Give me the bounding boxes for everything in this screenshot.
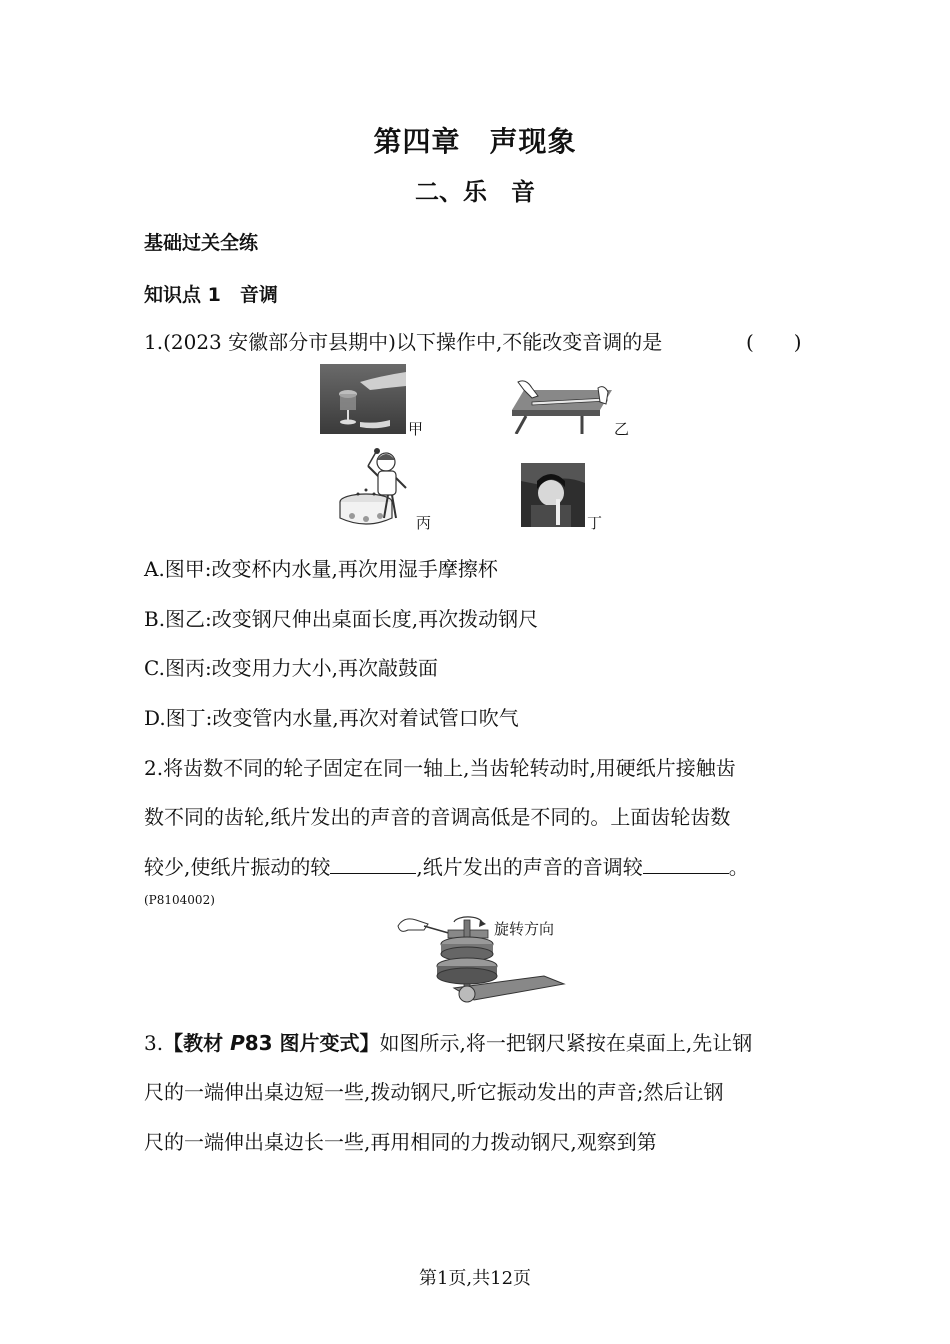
knowledge-point-heading: 知识点 1 音调	[144, 284, 278, 306]
exercise-heading: 基础过关全练	[144, 232, 259, 254]
figure-label-ding: 丁	[587, 514, 603, 532]
q1-option-a: A.图甲:改变杯内水量,再次用湿手摩擦杯	[144, 557, 498, 581]
q1-option-d: D.图丁:改变管内水量,再次对着试管口吹气	[144, 706, 519, 730]
q2-line-3	[144, 851, 749, 880]
q2-line-3-part-c: 。	[728, 855, 749, 879]
page-title: 第四章 声现象	[373, 125, 577, 158]
page-footer: 第1页,共12页	[418, 1268, 532, 1289]
figure-label-rotation: 旋转方向	[494, 920, 555, 938]
q1-stem: 1.(2023 安徽部分市县期中)以下操作中,不能改变音调的是	[144, 330, 663, 354]
figure-jia-glass	[320, 364, 406, 434]
q3-line-1-text: 如图所示,将一把钢尺紧按在桌面上,先让钢	[379, 1031, 753, 1055]
q2-line-1: 2.将齿数不同的轮子固定在同一轴上,当齿轮转动时,用硬纸片接触齿	[144, 756, 736, 780]
section-title: 二、乐 音	[415, 178, 535, 206]
q2-code: (P8104002)	[144, 893, 215, 907]
q3-line-3: 尺的一端伸出桌边长一些,再用相同的力拨动钢尺,观察到第	[144, 1130, 657, 1154]
q3-number: 3.	[144, 1031, 164, 1055]
q1-option-c: C.图丙:改变用力大小,再次敲鼓面	[144, 656, 439, 680]
figure-label-jia: 甲	[408, 420, 424, 438]
q2-line-2: 数不同的齿轮,纸片发出的声音的音调高低是不同的。上面齿轮齿数	[144, 805, 731, 829]
figure-label-yi: 乙	[614, 420, 630, 438]
figure-label-bing: 丙	[416, 514, 432, 532]
q2-line-3-part-b: ,纸片发出的声音的音调较	[416, 855, 643, 879]
q2-line-3-part-a: 较少,使纸片振动的较	[144, 855, 331, 879]
q1-answer-paren: ( )	[746, 330, 802, 354]
q2-blank-1[interactable]	[330, 857, 416, 874]
q3-source-tag: 【教材 P83 图片变式】	[163, 1031, 380, 1055]
figure-yi-ruler	[512, 376, 612, 434]
q1-option-b: B.图乙:改变钢尺伸出桌面长度,再次拨动钢尺	[144, 607, 539, 631]
q3-line-2: 尺的一端伸出桌边短一些,拨动钢尺,听它振动发出的声音;然后让钢	[144, 1080, 724, 1104]
figure-bing-drum	[336, 446, 414, 530]
q2-blank-2[interactable]	[643, 857, 729, 874]
figure-ding-test-tube	[521, 463, 585, 527]
q3-line-1	[144, 1027, 752, 1056]
